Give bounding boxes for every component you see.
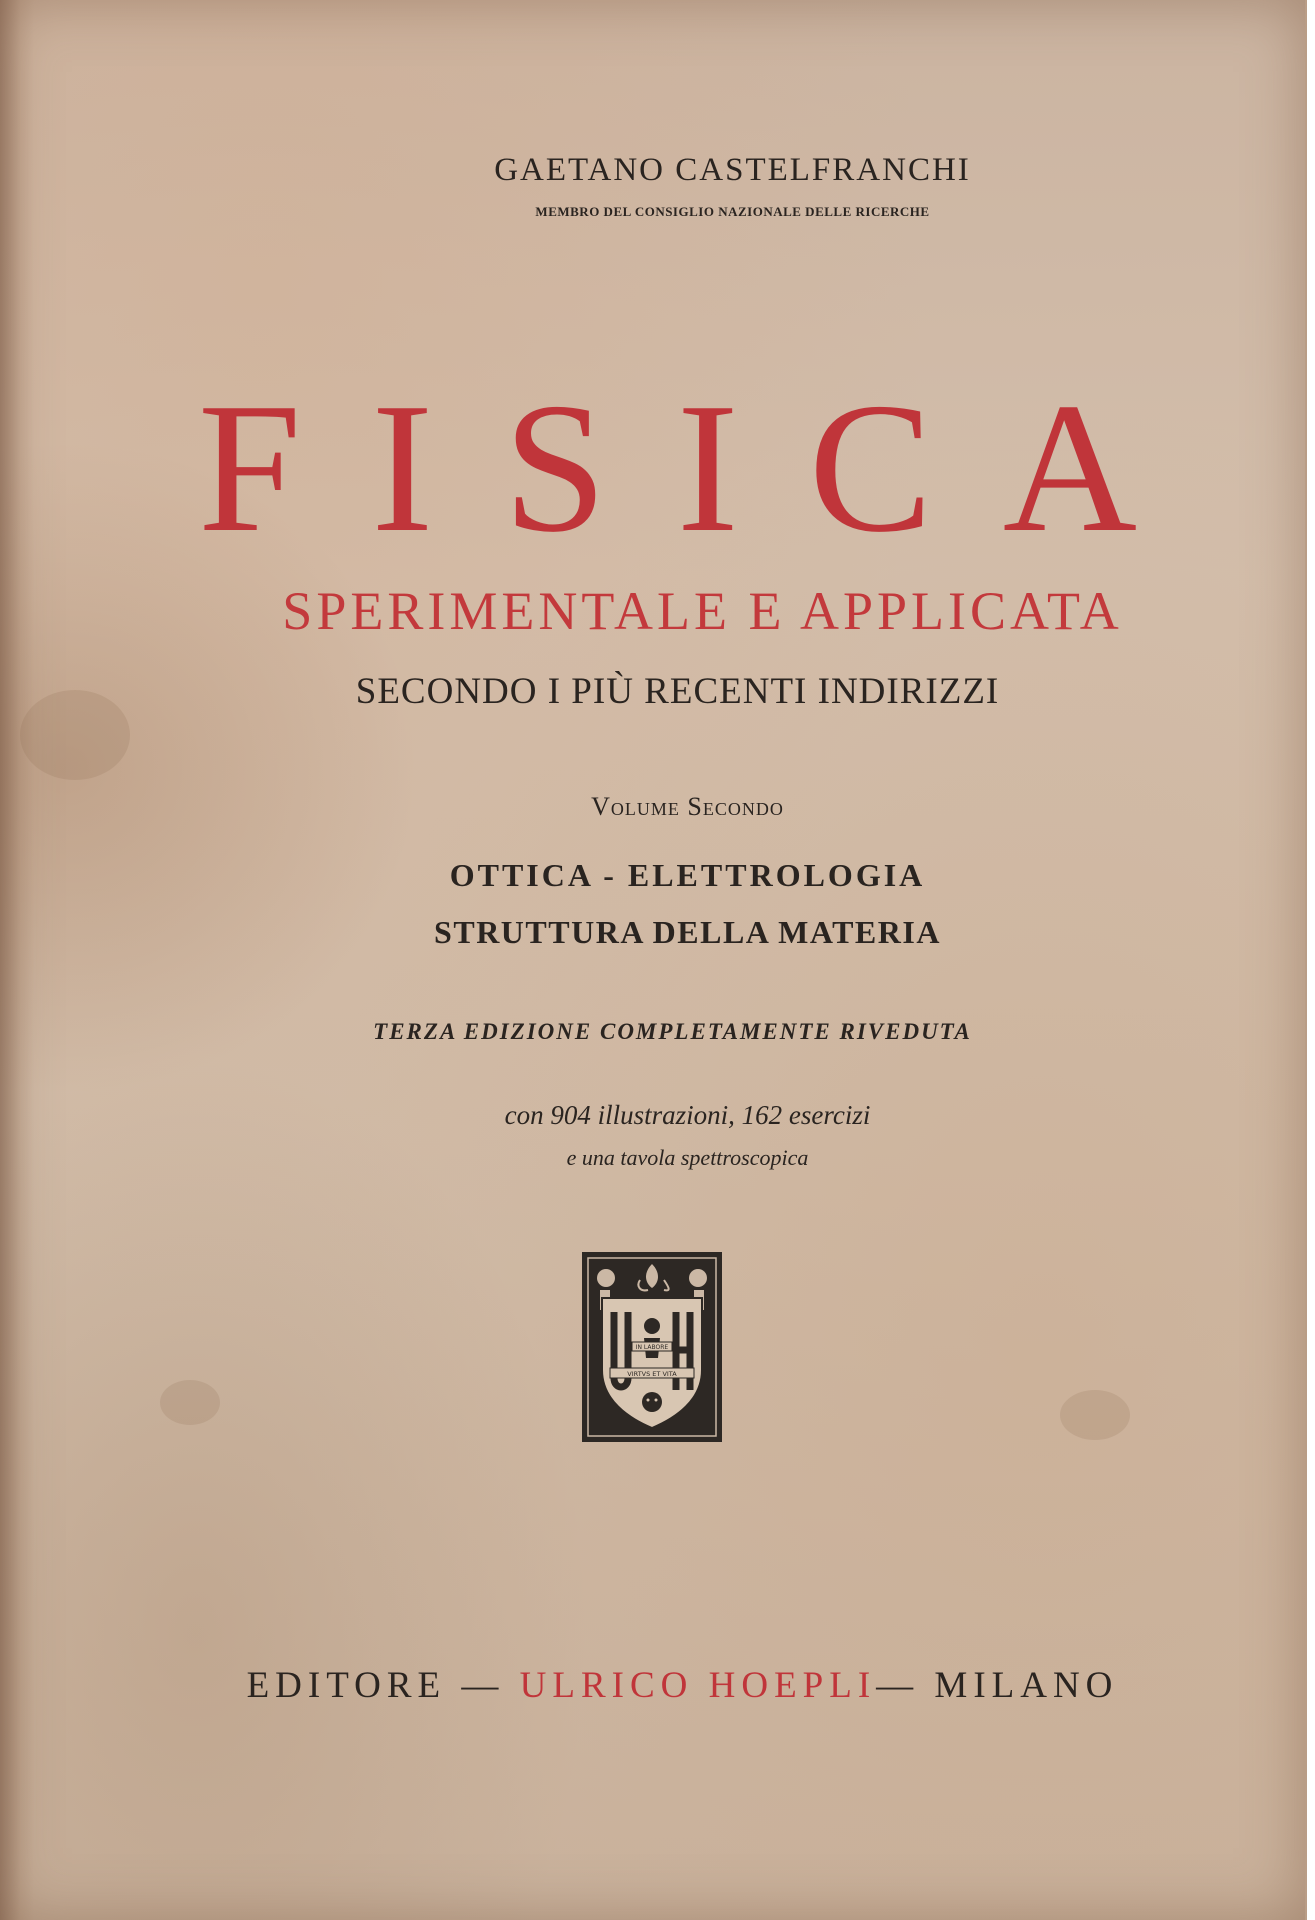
publisher-line — [30, 1664, 1315, 1707]
crest-motto-bottom: VIRTVS ET VITA — [627, 1370, 677, 1378]
publisher-suffix: — MILANO — [876, 1665, 1119, 1706]
spine-edge — [0, 0, 34, 1920]
volume-topic-1: OTTICA - ELETTROLOGIA — [449, 857, 926, 893]
author-affiliation: MEMBRO DEL CONSIGLIO NAZIONALE DELLE RICERCHE — [535, 204, 930, 219]
crest-motto-top: IN LABORE — [635, 1344, 669, 1351]
plate-note: e una tavola spettroscopica — [566, 1145, 809, 1170]
book-title: FISICA — [197, 365, 1208, 571]
publisher-crest-icon — [580, 1250, 724, 1444]
book-subtitle: SPERIMENTALE E APPLICATA — [282, 581, 1123, 641]
book-tagline: SECONDO I PIÙ RECENTI INDIRIZZI — [355, 671, 1000, 712]
volume-label: Volume Secondo — [591, 792, 784, 821]
publisher-name: ULRICO HOEPLI — [519, 1665, 877, 1706]
publisher-prefix: EDITORE — — [246, 1665, 505, 1706]
illustrations-note: con 904 illustrazioni, 162 esercizi — [504, 1100, 871, 1130]
volume-topic-2: STRUTTURA DELLA MATERIA — [434, 914, 941, 950]
author-name: GAETANO CASTELFRANCHI — [494, 152, 971, 188]
edition-note: TERZA EDIZIONE COMPLETAMENTE RIVEDUTA — [373, 1019, 972, 1044]
stain — [1060, 1390, 1130, 1440]
stain — [160, 1380, 220, 1425]
